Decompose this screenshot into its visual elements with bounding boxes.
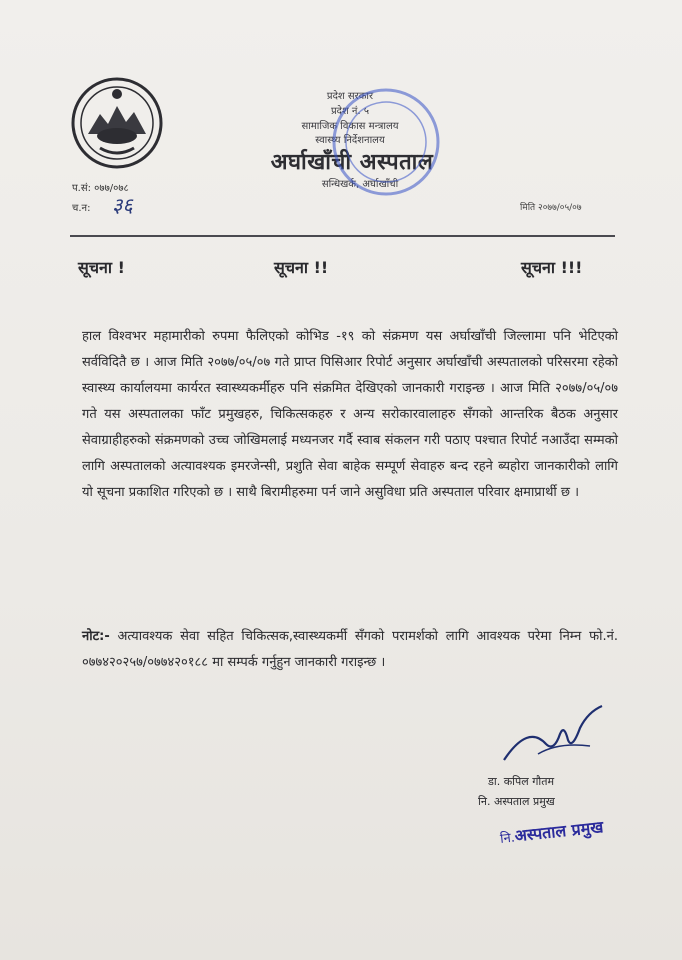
stamp-prefix: नि. [499,830,516,847]
dispatch-number: ३६ [112,193,133,217]
signatory-stamp [499,815,604,848]
note-label: नोट:- [82,629,110,644]
signatory-name: डा. कपिल गौतम [488,775,555,788]
notice-heading-right: सूचना !!! [521,258,583,277]
letter-date: मिति २०७७/०५/०७ [520,203,582,213]
signatory-title: नि. अस्पताल प्रमुख [478,795,555,808]
hospital-location: सन्धिखर्क, अर्घाखाँची [321,179,399,190]
hospital-name: अर्घाखाँची अस्पताल [270,150,434,175]
header-divider [70,235,615,237]
header-line-3: सामाजिक विकास मन्त्रालय [301,121,399,132]
notice-body: हाल विश्वभर महामारीको रुपमा फैलिएको कोभिड -१९ को संक्रमण यस अर्घाखाँची जिल्लामा पनि भेटिएको सर्वविदितै छ । आज मिति २०७७/०५/०७ गते प्राप्त पिसिआर रिपोर्ट अनुसार अर्घाखाँची अस्पतालको परिसरमा रहेको स्वास्थ्य कार्यालयमा कार्यरत स्वास्थ्यकर्मीहरु पनि संक्रमित देखिएको जानकारी गराइन्छ । आज मिति २०७७/०५/०७ गते यस अस्पतालका फाँट प्रमुखहरु, चिकित्सकहरु र अन्य सरोकारवालाहरु सँगको आन्तरिक बैठक अनुसार सेवाग्राहीहरुको संक्रमणको उच्च जोखिमलाई मध्यनजर गर्दै स्वाब संकलन गरी पठाए पश्चात रिपोर्ट नआउँदा सम्मको लागि अस्पतालको अत्यावश्यक इमरजेन्सी, प्रशुति सेवा बाहेक सम्पूर्ण सेवाहरु बन्द रहने ब्यहोरा जानकारीको लागि यो सूचना प्रकाशित गरिएको छ । साथै बिरामीहरुमा पर्न जाने असुविधा प्रति अस्पताल परिवार क्षमाप्रार्थी छ । [82,329,618,500]
notice-heading-left: सूचना ! [78,258,125,277]
header-line-2: प्रदेश नं. ५ [330,106,370,117]
notice-heading-center: सूचना !! [274,258,329,277]
stamp-text: अस्पताल प्रमुख [513,817,605,846]
hospital-stamp-icon [326,82,446,202]
signature-icon [498,704,608,766]
header-line-4: स्वास्थ्य निर्देशनालय [315,135,385,146]
note-text: अत्यावश्यक सेवा सहित चिकित्सक,स्वास्थ्यकर्मी सँगको परामर्शको लागि आवश्यक परेमा निम्न फो.नं. ०७७४२०२५७/०७७४२०१८८ मा सम्पर्क गर्नुहुन जानकारी गराइन्छ । [82,629,618,670]
note-paragraph [82,624,618,676]
header-line-1: प्रदेश सरकार [326,91,374,102]
reference-number: प.सं: ०७७/०७८ [72,183,129,194]
nepal-emblem-icon [70,76,164,170]
dispatch-label: च.न: [72,203,91,214]
